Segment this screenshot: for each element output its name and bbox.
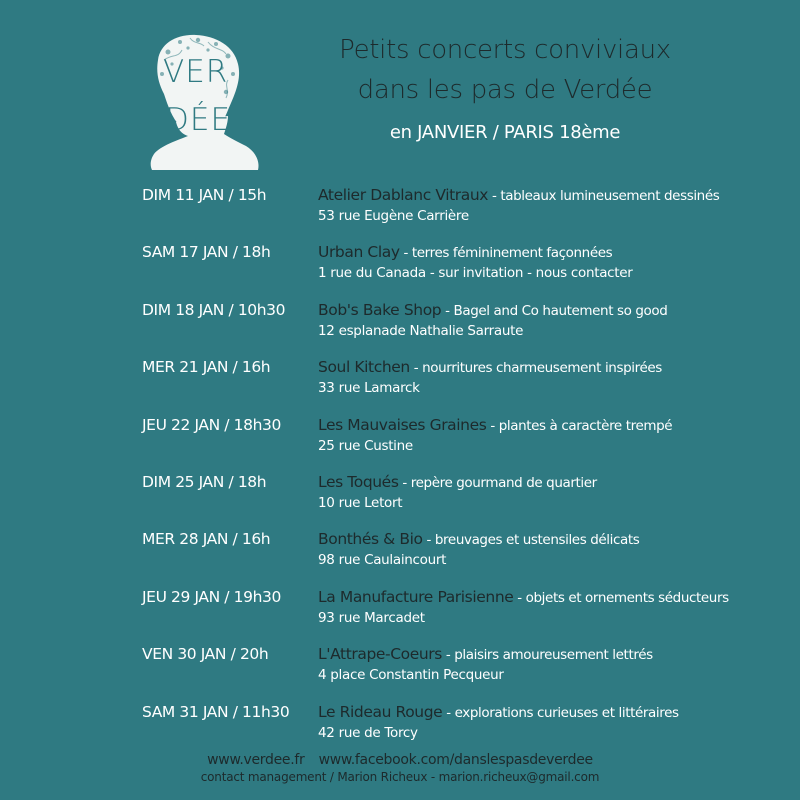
event-address: 53 rue Eugène Carrière xyxy=(318,208,469,224)
event-address: 10 rue Letort xyxy=(318,494,403,511)
event-row xyxy=(142,243,782,300)
event-venue: Soul Kitchen xyxy=(318,358,410,377)
event-address: 4 place Constantin Pecqueur xyxy=(318,667,504,684)
event-info xyxy=(318,416,672,454)
event-address: 1 rue du Canada - sur invitation - nous contacter xyxy=(318,265,633,282)
event-separator: - xyxy=(442,704,455,721)
event-description: plaisirs amoureusement lettrés xyxy=(454,647,653,664)
event-date: SAM 17 JAN / 18h xyxy=(142,243,271,262)
event-venue: Urban Clay xyxy=(318,243,400,262)
event-date: DIM 18 JAN / 10h30 xyxy=(142,300,286,319)
event-address: 42 rue de Torcy xyxy=(318,724,418,741)
event-row xyxy=(142,186,782,243)
event-info xyxy=(318,301,667,339)
event-date: MER 28 JAN / 16h xyxy=(142,530,271,549)
event-description: explorations curieuses et littéraires xyxy=(454,704,679,721)
event-address: 33 rue Lamarck xyxy=(318,380,420,397)
event-venue: Les Toqués xyxy=(318,472,399,491)
event-info xyxy=(318,473,597,511)
event-info xyxy=(318,186,719,224)
event-address: 93 rue Marcadet xyxy=(318,609,425,626)
event-description: Bagel and Co hautement so good xyxy=(453,302,668,319)
event-info xyxy=(318,645,653,683)
event-date: DIM 11 JAN / 15h xyxy=(142,186,267,204)
bust-silhouette-icon xyxy=(138,30,263,170)
event-venue: Les Mauvaises Graines xyxy=(318,415,487,434)
event-row xyxy=(142,588,782,645)
event-row xyxy=(142,530,782,587)
event-address: 12 esplanade Nathalie Sarraute xyxy=(318,322,524,339)
event-description: nourritures charmeusement inspirées xyxy=(422,360,662,377)
event-separator: - xyxy=(441,302,454,319)
event-date: MER 21 JAN / 16h xyxy=(142,358,271,377)
event-address: 25 rue Custine xyxy=(318,437,413,454)
event-date: SAM 31 JAN / 11h30 xyxy=(142,702,290,721)
event-venue: L'Attrape-Coeurs xyxy=(318,645,442,664)
event-row xyxy=(142,645,782,702)
event-info xyxy=(318,703,679,741)
event-info xyxy=(318,358,662,396)
title-line2: dans les pas de Verdée xyxy=(357,75,653,105)
event-venue: Le Rideau Rouge xyxy=(318,702,443,721)
page-title xyxy=(300,30,710,110)
event-info xyxy=(318,588,729,626)
title-line1: Petits concerts conviviaux xyxy=(339,35,671,65)
event-description: objets et ornements séducteurs xyxy=(525,589,729,606)
event-row xyxy=(142,416,782,473)
event-separator: - xyxy=(441,647,455,664)
event-row xyxy=(142,358,782,415)
logo-text-line2: DÉE xyxy=(165,102,232,138)
event-date: DIM 25 JAN / 18h xyxy=(142,472,267,491)
event-description: terres fémininement façonnées xyxy=(411,245,613,262)
event-venue: La Manufacture Parisienne xyxy=(318,587,514,606)
event-separator: - xyxy=(488,188,501,204)
event-address: 98 rue Caulaincourt xyxy=(318,552,447,569)
event-venue: Atelier Dablanc Vitraux xyxy=(318,186,489,204)
event-description: tableaux lumineusement dessinés xyxy=(500,188,720,204)
event-row xyxy=(142,301,782,358)
event-separator: - xyxy=(409,360,423,377)
event-row xyxy=(142,473,782,530)
event-list xyxy=(142,186,782,760)
logo-text-line1: VER xyxy=(163,54,229,90)
footer xyxy=(0,752,800,784)
event-date: JEU 29 JAN / 19h30 xyxy=(142,587,281,606)
event-description: breuvages et ustensiles délicats xyxy=(434,532,640,549)
event-date: JEU 22 JAN / 18h30 xyxy=(142,415,281,434)
verdee-logo xyxy=(138,30,263,170)
event-separator: - xyxy=(398,474,411,491)
page-subtitle: en JANVIER / PARIS 18ème xyxy=(389,122,621,143)
contact-line: contact management / Marion Richeux - marion.richeux@gmail.com xyxy=(200,770,600,784)
website-link[interactable]: www.verdee.fr xyxy=(207,752,305,768)
event-description: repère gourmand de quartier xyxy=(410,474,597,491)
facebook-link[interactable]: www.facebook.com/danslespasdeverdee xyxy=(318,752,593,768)
event-separator: - xyxy=(422,532,435,549)
event-separator: - xyxy=(513,589,526,606)
event-date: VEN 30 JAN / 20h xyxy=(142,645,269,664)
event-info xyxy=(318,530,639,568)
event-separator: - xyxy=(399,245,412,262)
event-venue: Bob's Bake Shop xyxy=(318,300,442,319)
event-info xyxy=(318,243,633,281)
event-separator: - xyxy=(486,417,499,434)
event-venue: Bonthés & Bio xyxy=(318,530,423,549)
event-description: plantes à caractère trempé xyxy=(498,417,673,434)
